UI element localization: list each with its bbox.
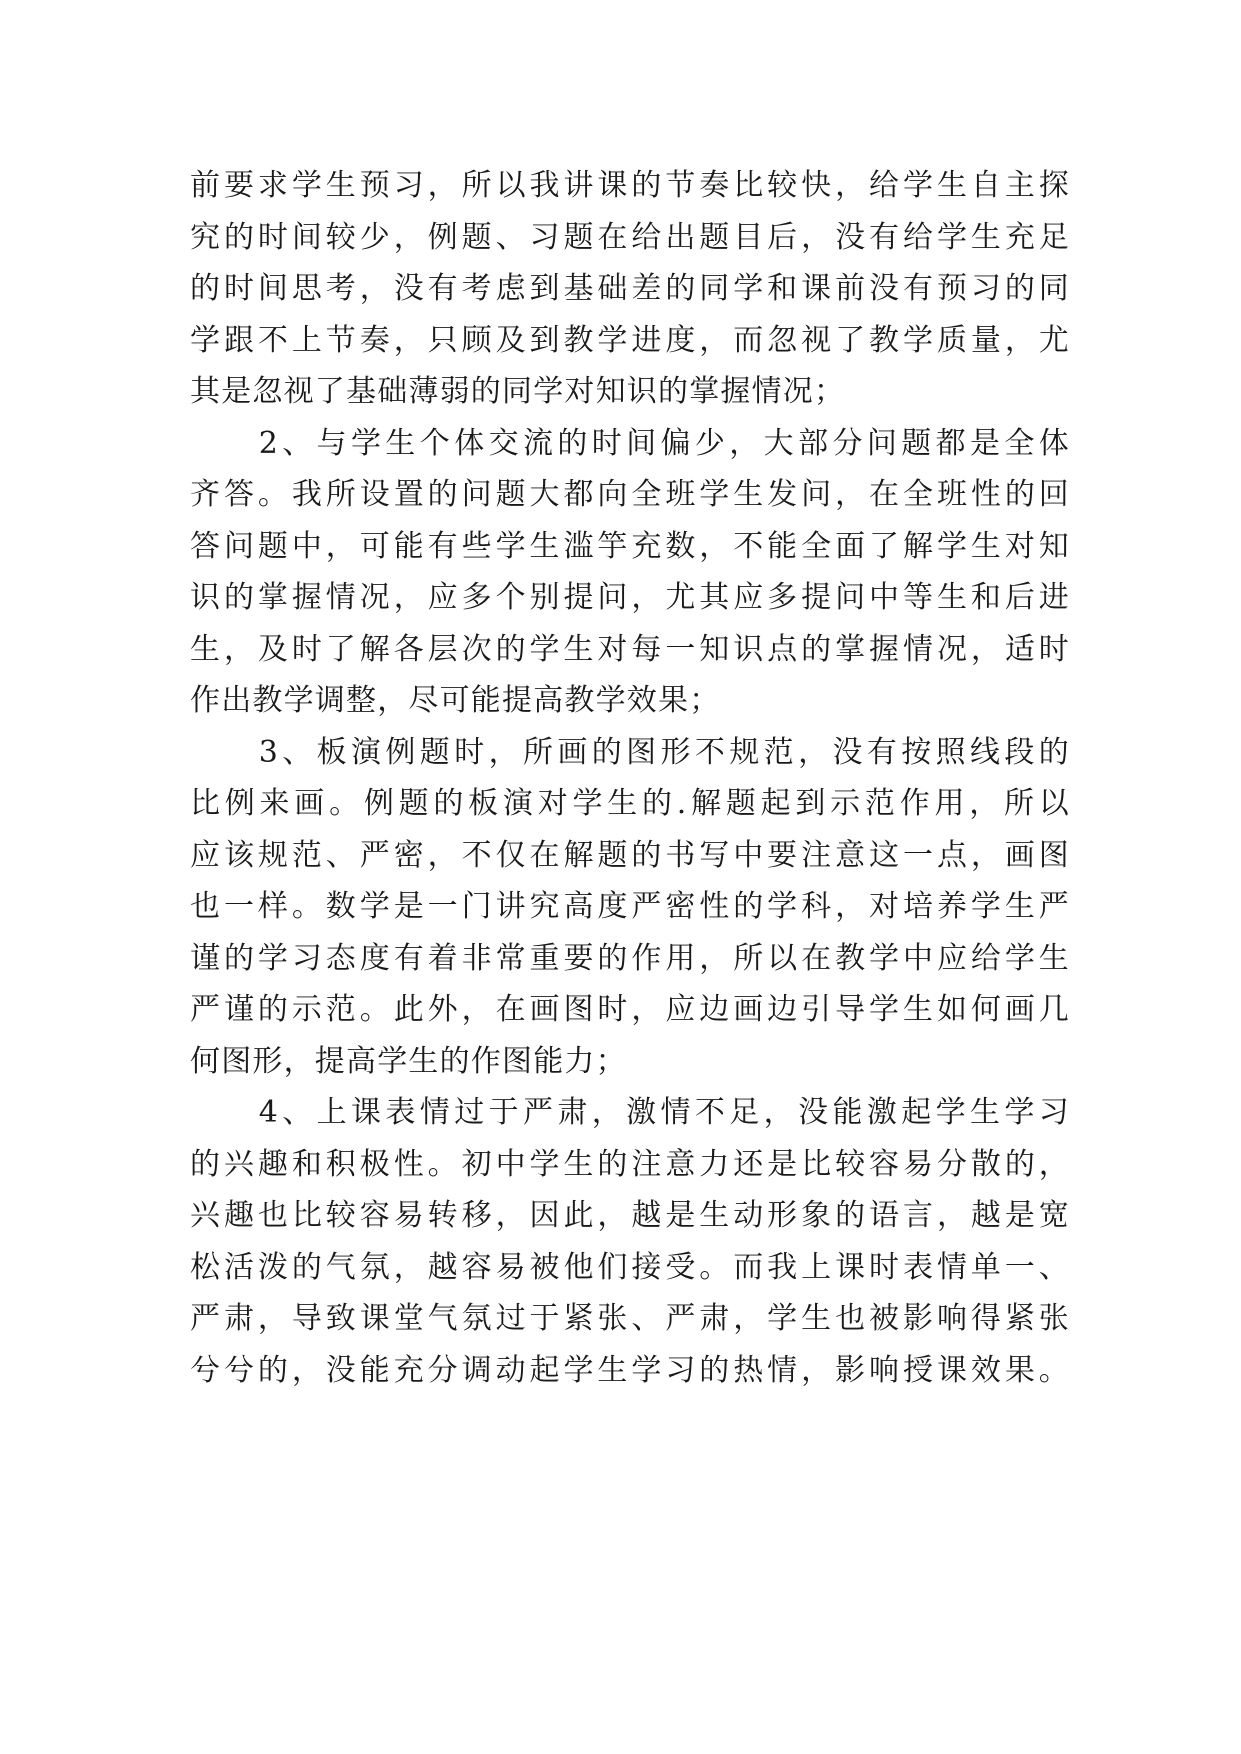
text-line: 何图形，提高学生的作图能力；: [190, 1043, 627, 1079]
body-text: [190, 160, 1070, 1396]
text-line: 前要求学生预习，所以我讲课的节奏比较快，给学生自主探: [190, 168, 1070, 203]
text-line: 生，及时了解各层次的学生对每一知识点的掌握情况，适时: [190, 631, 1070, 667]
text-line: 学跟不上节奏，只顾及到教学进度，而忽视了教学质量，尤: [190, 322, 1070, 358]
text-line: 3、板演例题时，所画的图形不规范，没有按照线段的: [190, 734, 1070, 770]
text-line: 松活泼的气氛，越容易被他们接受。而我上课时表情单一、: [190, 1249, 1070, 1285]
text-line: 答问题中，可能有些学生滥竽充数，不能全面了解学生对知: [190, 528, 1070, 564]
text-line: 齐答。我所设置的问题大都向全班学生发问，在全班性的回: [190, 477, 1070, 512]
text-line: 应该规范、严密，不仅在解题的书写中要注意这一点，画图: [190, 837, 1070, 873]
text-line: 兴趣也比较容易转移，因此，越是生动形象的语言，越是宽: [190, 1198, 1070, 1233]
text-line: 谨的学习态度有着非常重要的作用，所以在教学中应给学生: [190, 940, 1070, 976]
text-line: 2、与学生个体交流的时间偏少，大部分问题都是全体: [190, 425, 1070, 461]
text-line: 兮兮的，没能充分调动起学生学习的热情，影响授课效果。: [190, 1352, 1070, 1388]
text-line: 的兴趣和积极性。初中学生的注意力还是比较容易分散的，: [190, 1146, 1070, 1182]
text-line: 其是忽视了基础薄弱的同学对知识的掌握情况；: [190, 374, 846, 409]
text-line: 4、上课表情过于严肃，激情不足，没能激起学生学习: [190, 1095, 1070, 1130]
text-line: 严肃，导致课堂气氛过于紧张、严肃，学生也被影响得紧张: [190, 1301, 1070, 1336]
text-line: 严谨的示范。此外，在画图时，应边画边引导学生如何画几: [190, 992, 1070, 1027]
text-line: 的时间思考，没有考虑到基础差的同学和课前没有预习的同: [190, 271, 1070, 306]
text-line: 究的时间较少，例题、习题在给出题目后，没有给学生充足: [190, 219, 1070, 255]
text-line: 作出教学调整，尽可能提高教学效果；: [190, 683, 721, 718]
text-line: 也一样。数学是一门讲究高度严密性的学科，对培养学生严: [190, 889, 1070, 924]
text-line: 比例来画。例题的板演对学生的.解题起到示范作用，所以: [190, 786, 1070, 821]
text-line: 识的掌握情况，应多个别提问，尤其应多提问中等生和后进: [190, 580, 1070, 615]
